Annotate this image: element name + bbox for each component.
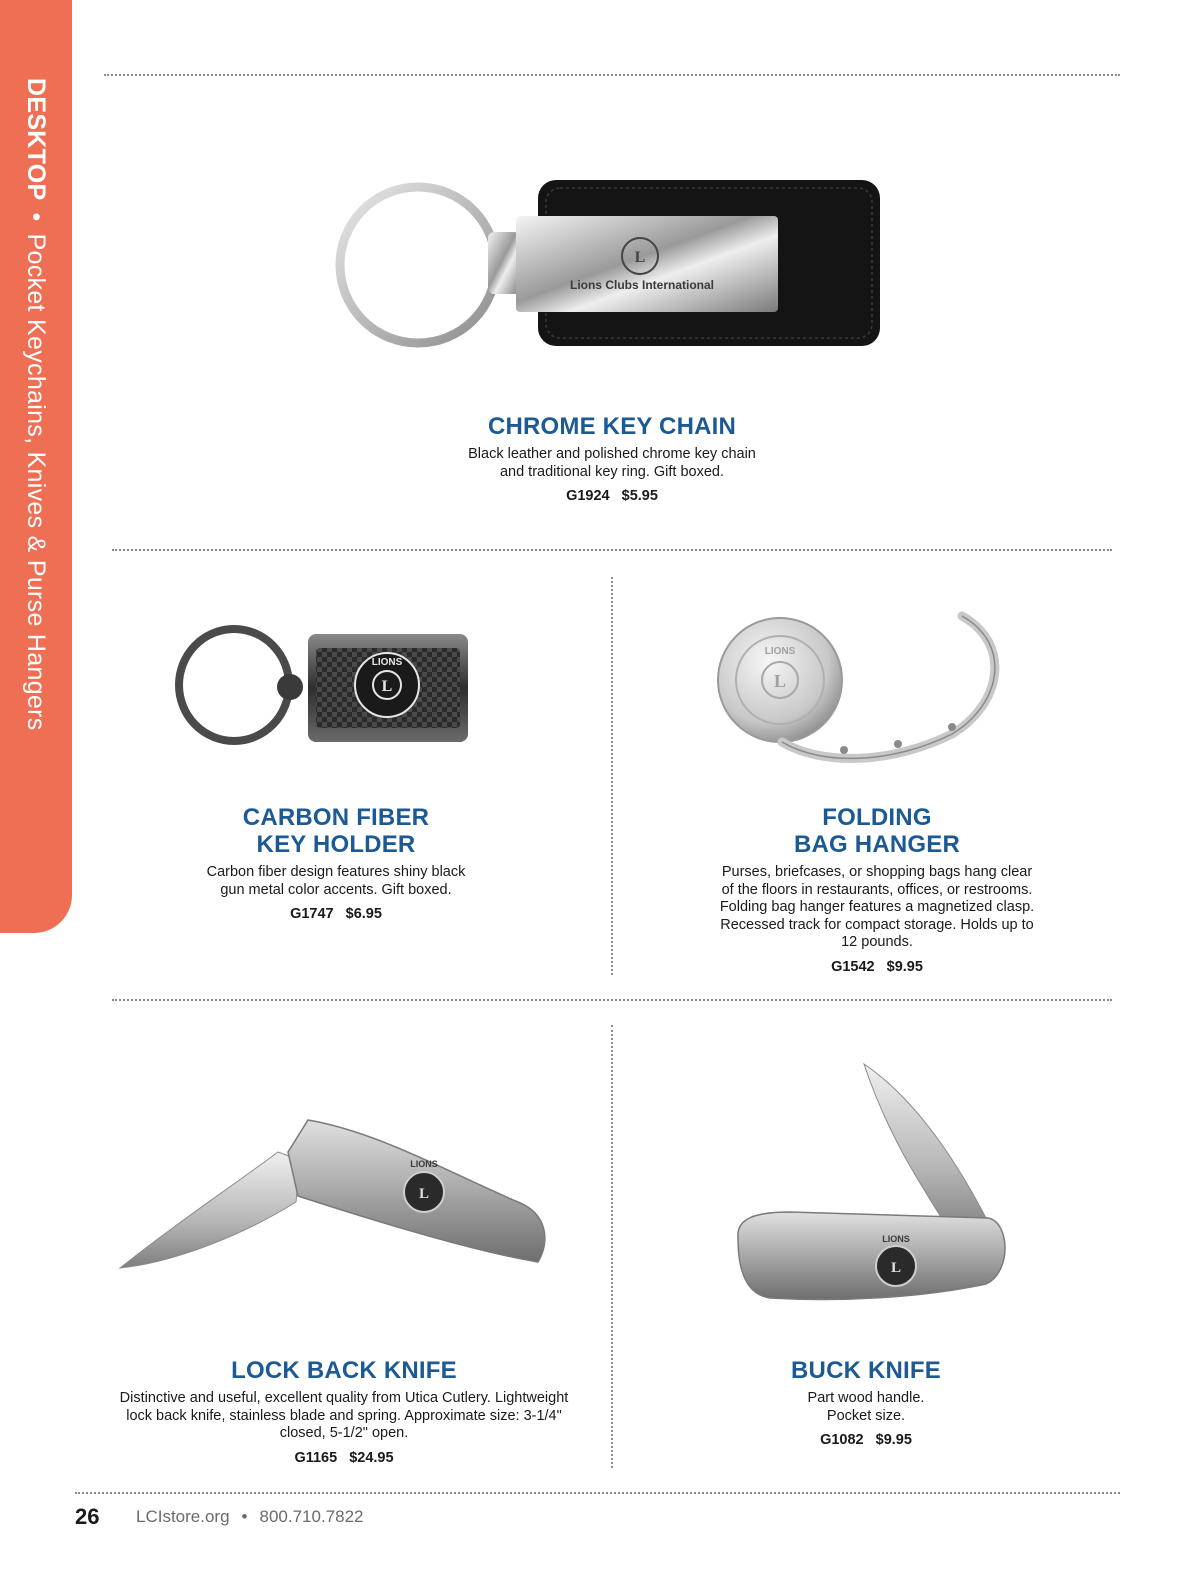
product-folding-bag-hanger	[697, 804, 1057, 975]
product-title: CARBON FIBER KEY HOLDER	[242, 804, 430, 858]
product-price: $5.95	[621, 488, 658, 504]
product-buck-knife	[726, 1357, 1006, 1448]
page-number: 26	[75, 1504, 100, 1529]
buck-knife-image	[730, 1062, 1020, 1312]
product-price-line	[166, 906, 506, 922]
footer-contact	[136, 1507, 364, 1527]
column-divider-2	[611, 1025, 613, 1468]
key-ring	[179, 629, 289, 741]
product-lock-back-knife	[100, 1357, 588, 1466]
footer-site-link[interactable]: LCIstore.org	[136, 1507, 230, 1526]
svg-text:L: L	[773, 671, 787, 691]
product-description: Distinctive and useful, excellent quality from Utica Cutlery. Lightweight lock back knife, stainless blade and spring. Approximate size: 3-1/4" closed, 5-1/2" open.	[119, 1390, 569, 1441]
knife-blade	[120, 1152, 300, 1268]
carbon-fiber-key-holder-image	[172, 622, 472, 752]
key-ring	[340, 187, 496, 343]
category-separator: •	[22, 212, 50, 222]
product-chrome-key-chain	[392, 413, 832, 504]
product-price: $9.95	[886, 958, 923, 975]
svg-text:L: L	[634, 249, 646, 266]
product-title: CHROME KEY CHAIN	[487, 413, 737, 440]
svg-text:L: L	[381, 678, 393, 695]
row-divider-2	[112, 999, 1112, 1001]
product-price-line	[697, 959, 1057, 975]
engraved-logo-text: Lions Clubs International	[569, 278, 715, 292]
chrome-key-chain-image	[328, 168, 888, 363]
product-price: $6.95	[345, 906, 382, 922]
footer-phone: 800.710.7822	[259, 1507, 364, 1526]
product-sku: G1542	[831, 958, 875, 975]
knife-handle	[738, 1212, 1005, 1299]
product-title: FOLDING BAG HANGER	[793, 804, 960, 858]
product-description: Part wood handle. Pocket size.	[807, 1390, 925, 1424]
product-sku: G1924	[566, 488, 610, 504]
product-description: Purses, briefcases, or shopping bags hang clear of the floors in restaurants, offices, or restrooms. Folding bag hanger features a magnetized clasp. Recessed track for compact storage. Holds up to 12 pounds.	[719, 864, 1035, 950]
product-price: $9.95	[875, 1432, 912, 1448]
product-sku: G1747	[290, 906, 334, 922]
svg-text:L: L	[418, 1186, 430, 1202]
product-sku: G1082	[820, 1432, 864, 1448]
product-price-line	[392, 488, 832, 504]
emblem-text: LIONS	[764, 646, 796, 657]
emblem-text: LIONS	[882, 1234, 910, 1244]
category-label: DESKTOP	[22, 78, 50, 201]
emblem-text: LIONS	[410, 1159, 438, 1169]
row-divider-1	[112, 549, 1112, 551]
folding-bag-hanger-image	[712, 604, 1022, 774]
lock-back-knife-image	[118, 1112, 558, 1302]
top-divider	[104, 74, 1120, 76]
emblem-text: LIONS	[371, 657, 403, 668]
column-divider-1	[611, 577, 613, 975]
svg-text:L: L	[890, 1260, 902, 1276]
product-title: BUCK KNIFE	[791, 1357, 941, 1384]
product-description: Black leather and polished chrome key chain and traditional key ring. Gift boxed.	[468, 446, 756, 480]
category-subtitle: Pocket Keychains, Knives & Purse Hangers	[22, 233, 50, 731]
product-price-line	[100, 1450, 588, 1466]
footer-bullet: •	[241, 1507, 248, 1526]
product-price: $24.95	[349, 1449, 394, 1466]
section-label	[21, 78, 50, 731]
product-carbon-fiber-key-holder	[166, 804, 506, 922]
footer-divider	[75, 1492, 1120, 1494]
product-description: Carbon fiber design features shiny black gun metal color accents. Gift boxed.	[206, 864, 466, 898]
knife-blade	[864, 1064, 986, 1238]
chrome-plate	[516, 216, 778, 312]
product-sku: G1165	[294, 1449, 338, 1466]
product-price-line	[726, 1432, 1006, 1448]
product-title: LOCK BACK KNIFE	[231, 1357, 457, 1384]
